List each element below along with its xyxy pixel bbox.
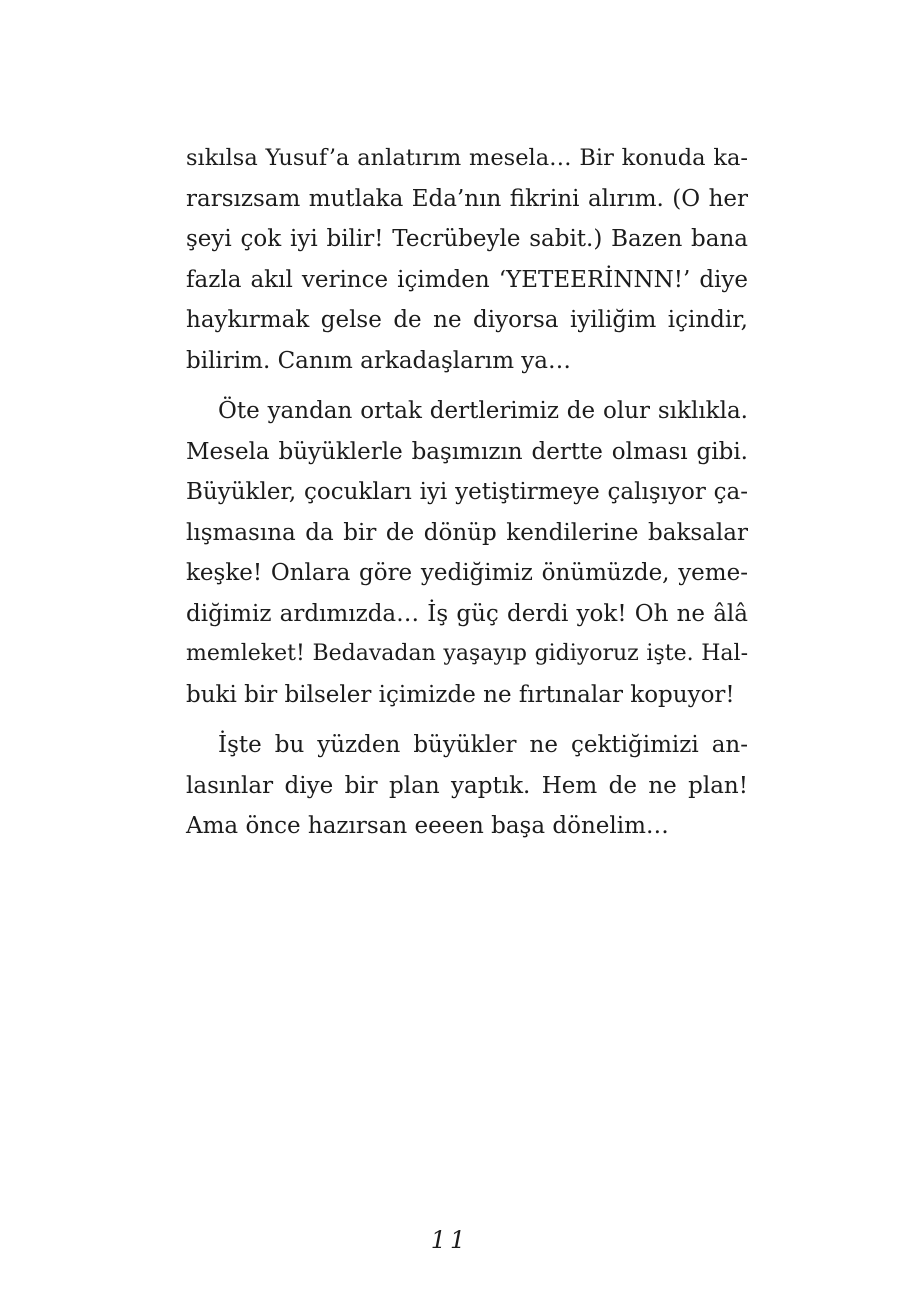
text-line: Ama önce hazırsan eeeen başa dönelim… (186, 813, 669, 839)
text-line: Öte yandan ortak dertlerimiz de olur sıklıkla. (218, 398, 748, 424)
text-line: haykırmak gelse de ne diyorsa iyiliğim içindir, (186, 307, 748, 333)
text-line: şeyi çok iyi bilir! Tecrübeyle sabit.) Bazen bana (186, 226, 748, 252)
paragraph-gap (186, 715, 748, 725)
text-line: keşke! Onlara göre yediğimiz önümüzde, yeme- (186, 560, 748, 586)
text-line: bilirim. Canım arkadaşlarım ya… (186, 347, 572, 374)
paragraph-1 (186, 138, 748, 381)
text-line: lışmasına da bir de dönüp kendilerine baksalar (186, 519, 748, 546)
paragraph-gap (186, 381, 748, 391)
text-line: diğimiz ardımızda… İş güç derdi yok! Oh ne âlâ (186, 600, 748, 627)
text-line: İşte bu yüzden büyükler ne çektiğimizi an- (218, 732, 748, 758)
paragraph-3 (186, 725, 748, 847)
text-line: Büyükler, çocukları iyi yetiştirmeye çalışıyor ça- (186, 479, 748, 505)
text-line: memleket! Bedavadan yaşayıp gidiyoruz işte. Hal- (186, 641, 748, 666)
page-number: 11 (430, 1226, 470, 1254)
text-line: Mesela büyüklerle başımızın dertte olması gibi. (186, 438, 748, 465)
text-line: buki bir bilseler içimizde ne fırtınalar kopuyor! (186, 681, 735, 708)
paragraph-2 (186, 391, 748, 715)
text-line: lasınlar diye bir plan yaptık. Hem de ne plan! (186, 772, 748, 799)
text-line: sıkılsa Yusuf’a anlatırım mesela… Bir konuda ka- (186, 145, 748, 171)
body-text (186, 138, 748, 847)
text-line: fazla akıl verince içimden ‘YETEERİNNN!’ diye (186, 266, 748, 293)
text-line: rarsızsam mutlaka Eda’nın fikrini alırım. (O her (186, 185, 748, 212)
